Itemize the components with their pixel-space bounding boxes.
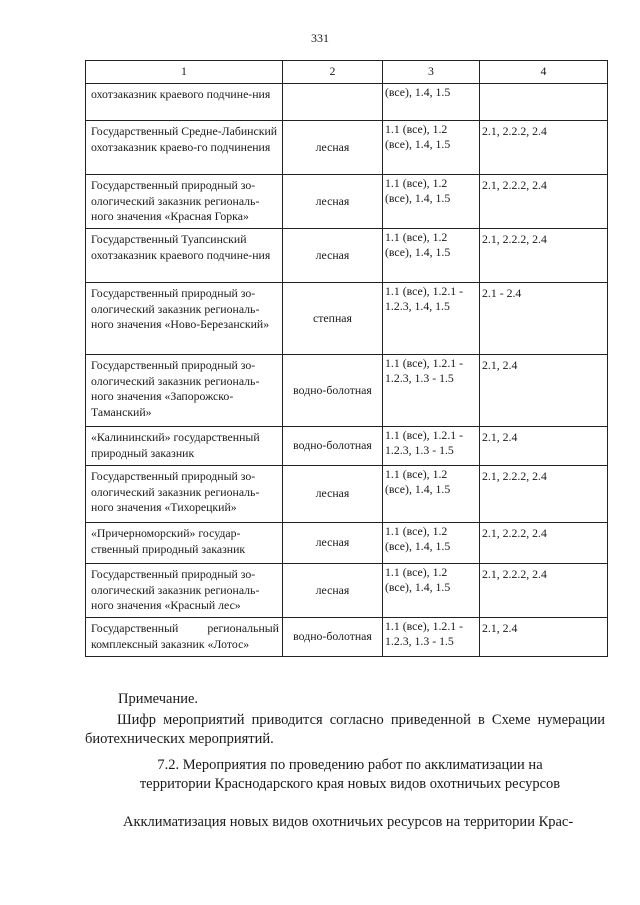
reserve-name-cell: «Причерноморский» государ-ственный природный заказник — [86, 523, 283, 564]
land-type-cell: лесная — [283, 523, 383, 564]
reserve-name-cell: Государственный Туапсинский охотзаказник краевого подчине-ния — [86, 229, 283, 283]
measure-code-line: (все), 1.4, 1.5 — [385, 245, 451, 259]
measure-codes-cell — [383, 466, 480, 523]
measure-code-line: 1.1 (все), 1.2 — [385, 230, 448, 244]
table-row — [86, 618, 608, 657]
measure-code-line: 1.1 (все), 1.2 — [385, 122, 448, 136]
measure-code-line: 1.1 (все), 1.2 — [385, 467, 448, 481]
header-col-4: 4 — [480, 61, 608, 84]
measure-codes-cell — [383, 564, 480, 618]
reserve-name-cell: Государственный Средне-Лабинский охотзаказник краево-го подчинения — [86, 121, 283, 175]
header-col-2: 2 — [283, 61, 383, 84]
body-paragraph: Акклиматизация новых видов охотничьих ресурсов на территории Крас- — [123, 814, 574, 830]
table-row — [86, 355, 608, 427]
additional-codes-cell — [480, 523, 608, 564]
additional-codes-cell — [480, 466, 608, 523]
additional-codes-cell — [480, 564, 608, 618]
land-type-cell: лесная — [283, 564, 383, 618]
header-col-3: 3 — [383, 61, 480, 84]
measure-code-line: 1.2.3, 1.3 - 1.5 — [385, 371, 454, 385]
additional-codes-cell — [480, 283, 608, 355]
section-heading: 7.2. Мероприятия по проведению работ по акклиматизации на территории Краснодарского края новых видов охотничьих ресурсов — [139, 757, 561, 792]
header-col-1: 1 — [86, 61, 283, 84]
table-row — [86, 84, 608, 121]
land-type-cell — [283, 84, 383, 121]
additional-code-line: 2.1, 2.2.2, 2.4 — [482, 232, 547, 246]
additional-code-line: 2.1, 2.2.2, 2.4 — [482, 469, 547, 483]
additional-code-line: 2.1, 2.2.2, 2.4 — [482, 526, 547, 540]
measure-codes-cell — [383, 84, 480, 121]
measures-table — [85, 60, 608, 657]
reserve-name-cell: Государственный природный зо-ологический заказник региональ-ного значения «Красный лес» — [86, 564, 283, 618]
table-row — [86, 564, 608, 618]
measure-code-line: 1.1 (все), 1.2 — [385, 524, 448, 538]
page-number: 331 — [311, 31, 329, 45]
measure-code-line: (все), 1.4, 1.5 — [385, 580, 451, 594]
measure-code-line: 1.1 (все), 1.2.1 - — [385, 619, 464, 633]
measure-code-line: 1.2.3, 1.4, 1.5 — [385, 299, 450, 313]
additional-code-line: 2.1, 2.4 — [482, 621, 518, 635]
measure-code-line: 1.1 (все), 1.2.1 - — [385, 428, 464, 442]
additional-codes-cell — [480, 84, 608, 121]
table-row — [86, 283, 608, 355]
measure-codes-cell — [383, 523, 480, 564]
land-type-cell: лесная — [283, 121, 383, 175]
additional-code-line: 2.1 - 2.4 — [482, 286, 522, 300]
additional-codes-cell — [480, 355, 608, 427]
measure-codes-cell — [383, 618, 480, 657]
land-type-cell: водно-болотная — [283, 355, 383, 427]
land-type-cell: степная — [283, 283, 383, 355]
table-row — [86, 523, 608, 564]
measure-code-line: (все), 1.4, 1.5 — [385, 137, 451, 151]
measure-code-line: 1.1 (все), 1.2.1 - — [385, 356, 464, 370]
table-row — [86, 121, 608, 175]
reserve-name-cell: Государственный природный зо-ологический заказник региональ-ного значения «Ново-Березанский» — [86, 283, 283, 355]
table-row — [86, 175, 608, 229]
additional-codes-cell — [480, 121, 608, 175]
measure-code-line: (все), 1.4, 1.5 — [385, 191, 451, 205]
additional-code-line: 2.1, 2.4 — [482, 430, 518, 444]
reserve-name-cell: Государственный региональный комплексный заказник «Лотос» — [86, 618, 283, 657]
additional-code-line: 2.1, 2.2.2, 2.4 — [482, 178, 547, 192]
measure-codes-cell — [383, 355, 480, 427]
measure-code-line: 1.2.3, 1.3 - 1.5 — [385, 443, 454, 457]
table-row — [86, 229, 608, 283]
additional-code-line: 2.1, 2.4 — [482, 358, 518, 372]
measure-code-line: (все), 1.4, 1.5 — [385, 482, 451, 496]
additional-codes-cell — [480, 175, 608, 229]
reserve-name-cell: охотзаказник краевого подчине-ния — [86, 84, 283, 121]
reserve-name-cell: Государственный природный зо-ологический заказник региональ-ного значения «Тихорецкий» — [86, 466, 283, 523]
measure-codes-cell — [383, 283, 480, 355]
land-type-cell: лесная — [283, 229, 383, 283]
measure-codes-cell — [383, 121, 480, 175]
table-header-row — [86, 61, 608, 84]
reserve-name-cell: «Калининский» государственный природный заказник — [86, 427, 283, 466]
table-row — [86, 466, 608, 523]
measure-code-line: 1.1 (все), 1.2 — [385, 565, 448, 579]
measure-code-line: 1.1 (все), 1.2 — [385, 176, 448, 190]
reserve-name-cell: Государственный природный зо-ологический заказник региональ-ного значения «Красная Горка» — [86, 175, 283, 229]
additional-code-line: 2.1, 2.2.2, 2.4 — [482, 124, 547, 138]
additional-codes-cell — [480, 618, 608, 657]
note-title: Примечание. — [118, 691, 199, 707]
measure-code-line: 1.2.3, 1.3 - 1.5 — [385, 634, 454, 648]
measure-codes-cell — [383, 175, 480, 229]
additional-codes-cell — [480, 229, 608, 283]
additional-code-line: 2.1, 2.2.2, 2.4 — [482, 567, 547, 581]
land-type-cell: водно-болотная — [283, 427, 383, 466]
land-type-cell: лесная — [283, 175, 383, 229]
table-row — [86, 427, 608, 466]
reserve-name-cell: Государственный природный зо-ологический заказник региональ-ного значения «Запорожско-Таманский» — [86, 355, 283, 427]
measure-codes-cell — [383, 229, 480, 283]
note-text: Шифр мероприятий приводится согласно приведенной в Схеме нумерации биотехнических мероприятий. — [85, 712, 605, 747]
land-type-cell: водно-болотная — [283, 618, 383, 657]
measure-code-line: (все), 1.4, 1.5 — [385, 539, 451, 553]
land-type-cell: лесная — [283, 466, 383, 523]
measure-code-line: 1.1 (все), 1.2.1 - — [385, 284, 464, 298]
additional-codes-cell — [480, 427, 608, 466]
measure-code-line: (все), 1.4, 1.5 — [385, 85, 451, 99]
measure-codes-cell — [383, 427, 480, 466]
